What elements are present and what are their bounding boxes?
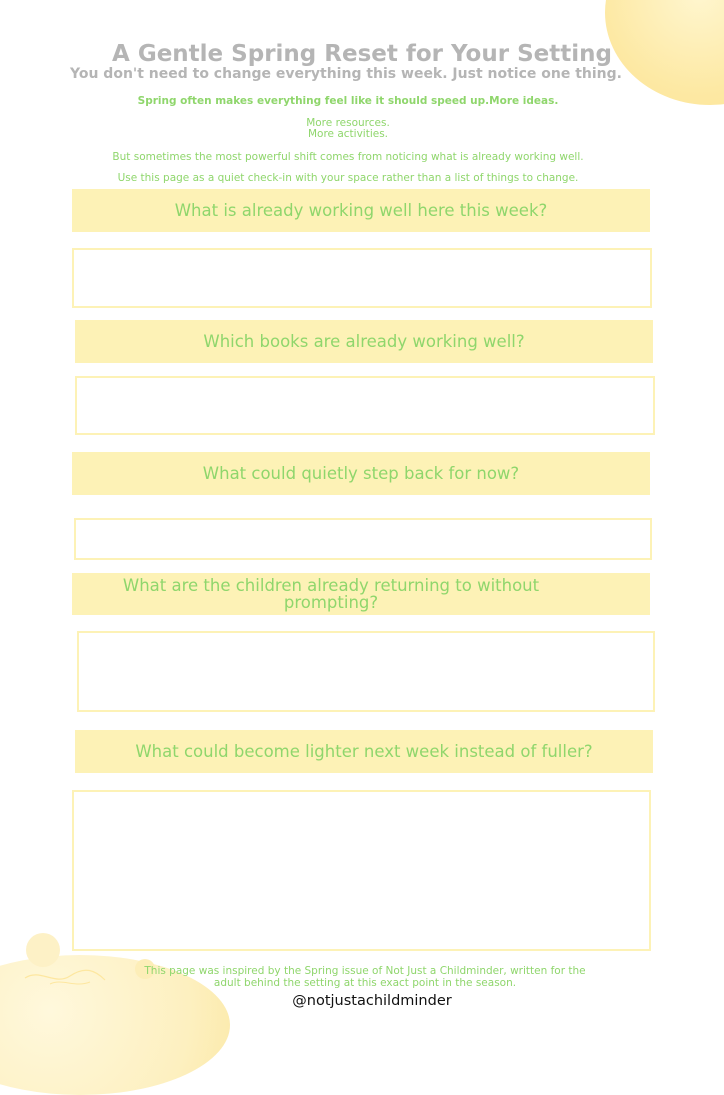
intro-line: But sometimes the most powerful shift comes from noticing what is already working well. <box>112 151 584 163</box>
page-subtitle: You don't need to change everything this week. Just notice one thing. <box>70 66 622 82</box>
intro-line: More activities. <box>307 128 389 140</box>
question-heading-3 <box>72 452 650 495</box>
question-heading-1 <box>72 189 650 232</box>
question-text: What are the children already returning to without prompting? <box>122 576 540 612</box>
question-text: Which books are already working well? <box>203 332 525 351</box>
answer-box-3[interactable] <box>74 518 652 560</box>
answer-box-2[interactable] <box>75 376 655 435</box>
question-heading-2 <box>75 320 653 363</box>
answer-box-4[interactable] <box>77 631 655 712</box>
intro-line: Spring often makes everything feel like it should speed up.More ideas. <box>137 95 559 107</box>
footer-note: This page was inspired by the Spring issue of Not Just a Childminder, written for the adult behind the setting at this exact point in the season. <box>144 965 586 989</box>
intro-line: Use this page as a quiet check-in with your space rather than a list of things to change. <box>117 172 579 184</box>
answer-box-5[interactable] <box>72 790 651 951</box>
decorative-squiggle-icon <box>20 960 110 990</box>
question-heading-5 <box>75 730 653 773</box>
intro-line: More resources. <box>306 117 390 129</box>
question-heading-4 <box>72 573 650 615</box>
question-text: What could quietly step back for now? <box>202 464 520 483</box>
question-text: What is already working well here this week? <box>174 201 548 220</box>
answer-box-1[interactable] <box>72 248 652 308</box>
page-title: A Gentle Spring Reset for Your Setting <box>112 41 612 67</box>
social-handle: @notjustachildminder <box>292 993 452 1009</box>
question-text: What could become lighter next week instead of fuller? <box>135 742 593 761</box>
